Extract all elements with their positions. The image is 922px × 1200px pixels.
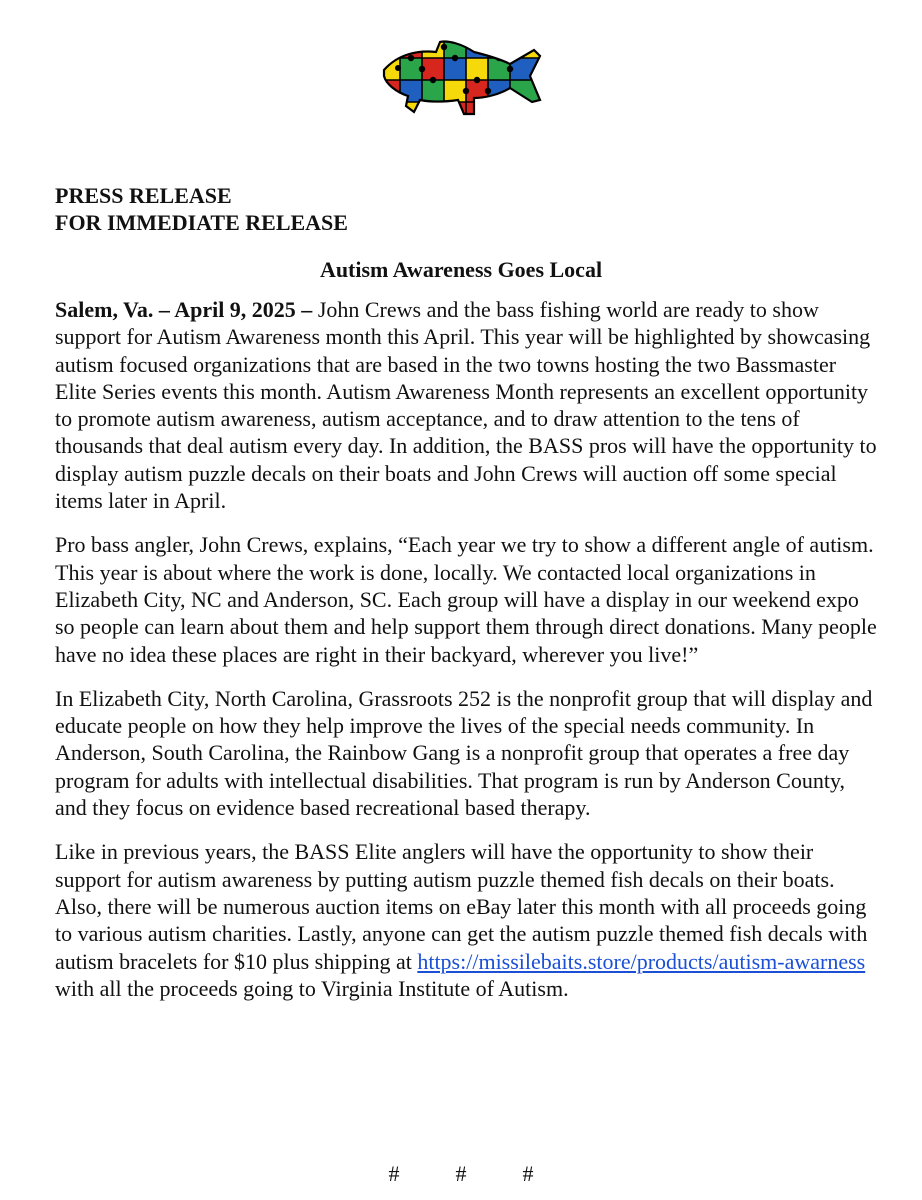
store-link[interactable]: https://missilebaits.store/products/autism-awarness (417, 948, 866, 974)
paragraph-4 (55, 838, 877, 1002)
press-release-label: PRESS RELEASE (55, 183, 232, 208)
autism-puzzle-fish-icon (378, 36, 544, 122)
puzzle-fish-logo (378, 36, 544, 122)
end-mark: # (388, 1161, 400, 1186)
end-marks (0, 1160, 922, 1187)
paragraph-1 (55, 296, 877, 514)
paragraph-1-text: John Crews and the bass fishing world are ready to show support for Autism Awareness month this April. This year will be highlighted by showcasing autism focused organizations that are based in the two towns hosting the two Bassmaster Elite Series events this month. Autism Awareness Month represents an excellent opportunity to promote autism awareness, autism acceptance, and to draw attention to the tens of thousands that deal autism every day. In addition, the BASS pros will have the opportunity to display autism puzzle decals on their boats and John Crews will auction off some special items later in April. (55, 297, 877, 514)
paragraph-4-text: Like in previous years, the BASS Elite anglers will have the opportunity to show their support for autism awareness by putting autism puzzle themed fish decals on their boats. Also, there will be numerous auction items on eBay later this month with all proceeds going to various autism charities. Lastly, anyone can get the autism puzzle themed fish decals with autism bracelets for $10 plus shipping at (55, 839, 868, 974)
headline: Autism Awareness Goes Local (319, 257, 603, 282)
release-header (55, 182, 348, 236)
dateline: Salem, Va. – April 9, 2025 – (55, 297, 313, 322)
end-mark: # (455, 1161, 467, 1186)
paragraph-2: Pro bass angler, John Crews, explains, “Each year we try to show a different angle of autism. This year is about where the work is done, locally. We contacted local organizations in Elizabeth City, NC and Anderson, SC. Each group will have a display in our weekend expo so people can learn about them and help support them through direct donations. Many people have no idea these places are right in their backyard, wherever you live!” (55, 532, 877, 667)
body-text (55, 296, 877, 1019)
paragraph-4-text-end: with all the proceeds going to Virginia Institute of Autism. (55, 975, 569, 1001)
immediate-release-label: FOR IMMEDIATE RELEASE (55, 210, 348, 235)
end-mark: # (522, 1161, 534, 1186)
paragraph-3: In Elizabeth City, North Carolina, Grassroots 252 is the nonprofit group that will display and educate people on how they help improve the lives of the special needs community. In Anderson, South Carolina, the Rainbow Gang is a nonprofit group that operates a free day program for adults with intellectual disabilities. That program is run by Anderson County, and they focus on evidence based recreational based therapy. (55, 685, 873, 821)
